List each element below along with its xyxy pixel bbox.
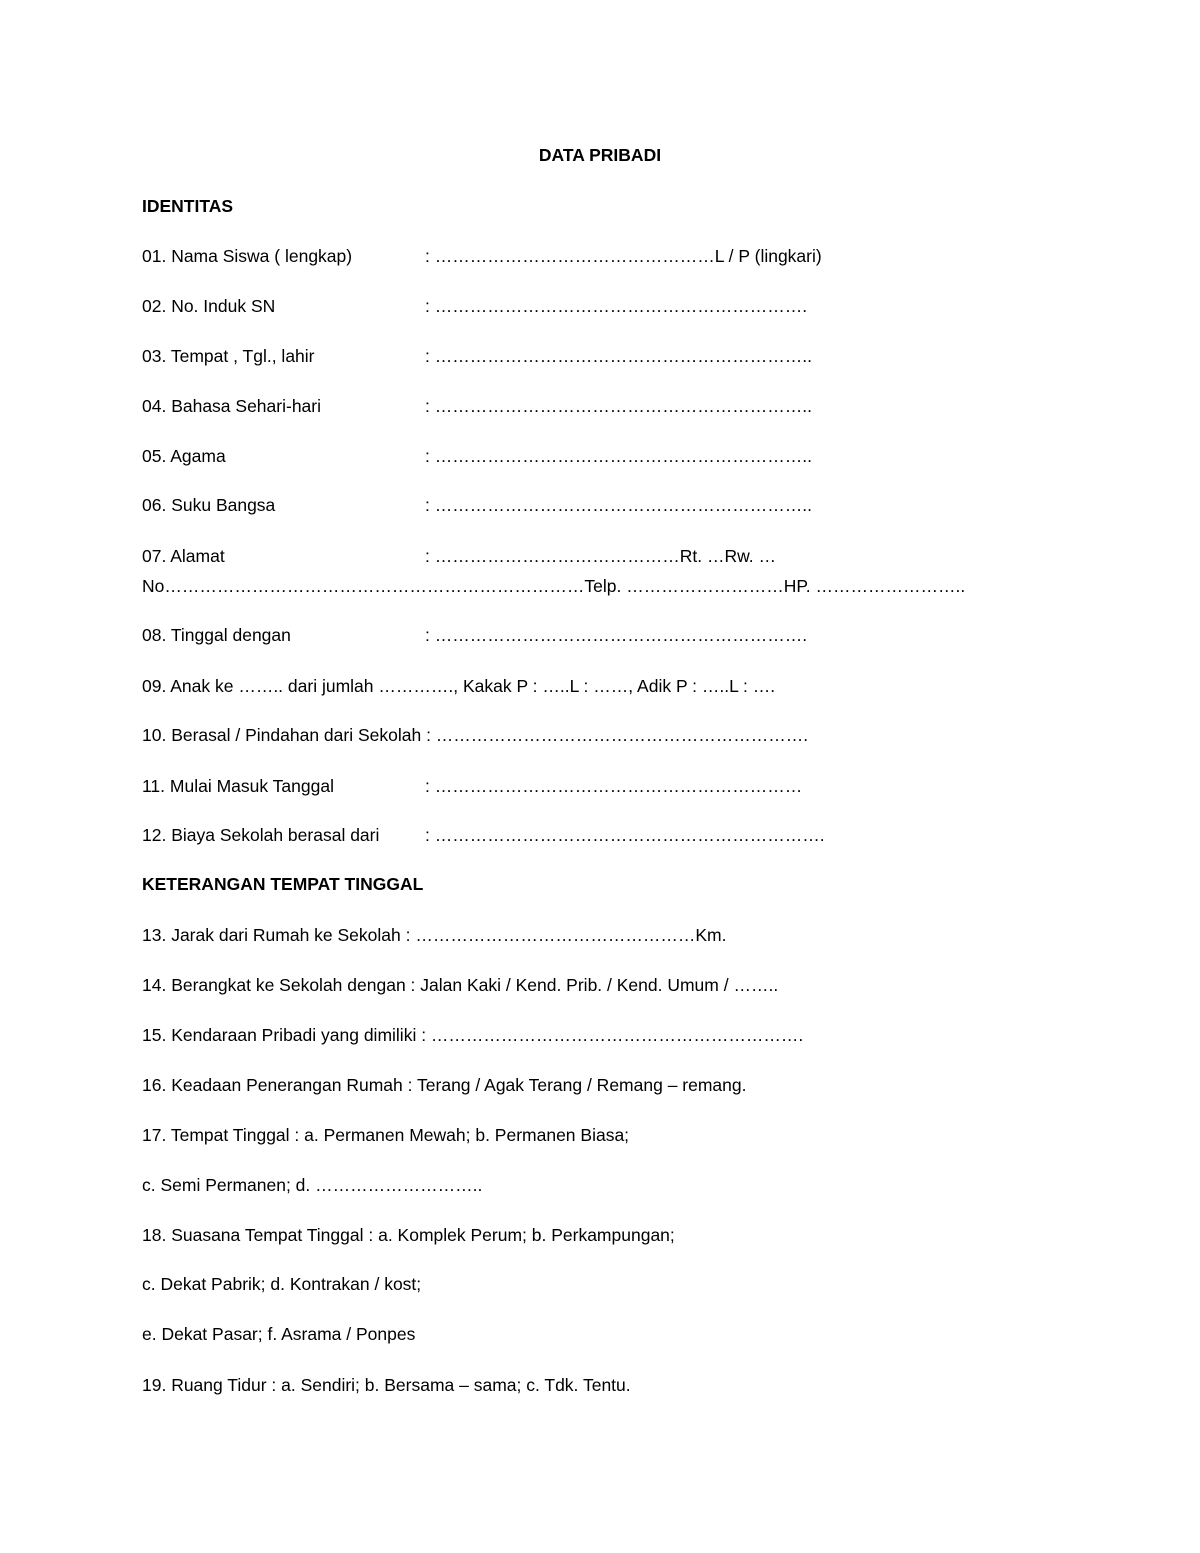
field-line-13: 13. Jarak dari Rumah ke Sekolah : …………………………………………Km.: [142, 925, 727, 945]
field-label: 03. Tempat , Tgl., lahir: [142, 346, 315, 366]
field-line-14: 14. Berangkat ke Sekolah dengan : Jalan Kaki / Kend. Prib. / Kend. Umum / ……..: [142, 975, 779, 995]
field-blank: : ………………………………………………………..: [425, 346, 812, 366]
alamat-continuation: No………………………………………………………………Telp. ………………………HP. ……………………..: [142, 576, 966, 596]
field-blank: : ………………………………………………………….: [425, 825, 825, 845]
field-blank: : ………………………………………………………..: [425, 446, 812, 466]
field-label: 07. Alamat: [142, 546, 225, 566]
field-label: 06. Suku Bangsa: [142, 495, 276, 515]
field-label: 01. Nama Siswa ( lengkap): [142, 246, 353, 266]
field-label: 08. Tinggal dengan: [142, 625, 291, 645]
field-label: 02. No. Induk SN: [142, 296, 276, 316]
field-blank: : ……………………………………Rt. …Rw. …: [425, 546, 776, 566]
field-label: 05. Agama: [142, 446, 226, 466]
field-line-17: 17. Tempat Tinggal : a. Permanen Mewah; b. Permanen Biasa;: [142, 1125, 630, 1145]
field-line-18-cont-2: e. Dekat Pasar; f. Asrama / Ponpes: [142, 1324, 416, 1344]
field-blank: : ……………………………………………………….: [425, 296, 808, 316]
field-label: 12. Biaya Sekolah berasal dari: [142, 825, 380, 845]
field-line-16: 16. Keadaan Penerangan Rumah : Terang / Agak Terang / Remang – remang.: [142, 1075, 747, 1095]
field-blank: : ………………………………………………………: [425, 776, 803, 796]
field-line-18-cont-1: c. Dekat Pabrik; d. Kontrakan / kost;: [142, 1274, 422, 1294]
field-line-09: 09. Anak ke …….. dari jumlah …………., Kakak P : …..L : ……, Adik P : …..L : ….: [142, 676, 776, 696]
page-title: DATA PRIBADI: [538, 145, 662, 165]
field-line-10: 10. Berasal / Pindahan dari Sekolah : ……………………………………………………….: [142, 725, 809, 745]
field-blank: : ………………………………………………………..: [425, 396, 812, 416]
field-blank: : …………………………………………L / P (lingkari): [425, 246, 822, 266]
field-line-17-cont: c. Semi Permanen; d. ………………………..: [142, 1175, 483, 1195]
field-line-19: 19. Ruang Tidur : a. Sendiri; b. Bersama – sama; c. Tdk. Tentu.: [142, 1375, 631, 1395]
section-heading-tempat-tinggal: KETERANGAN TEMPAT TINGGAL: [142, 874, 424, 894]
field-line-15: 15. Kendaraan Pribadi yang dimiliki : ……………………………………………………….: [142, 1025, 804, 1045]
section-heading-identitas: IDENTITAS: [142, 196, 234, 216]
field-blank: : ………………………………………………………..: [425, 495, 812, 515]
field-label: 11. Mulai Masuk Tanggal: [142, 776, 334, 796]
field-line-18: 18. Suasana Tempat Tinggal : a. Komplek Perum; b. Perkampungan;: [142, 1225, 675, 1245]
field-label: 04. Bahasa Sehari-hari: [142, 396, 321, 416]
field-blank: : ……………………………………………………….: [425, 625, 808, 645]
